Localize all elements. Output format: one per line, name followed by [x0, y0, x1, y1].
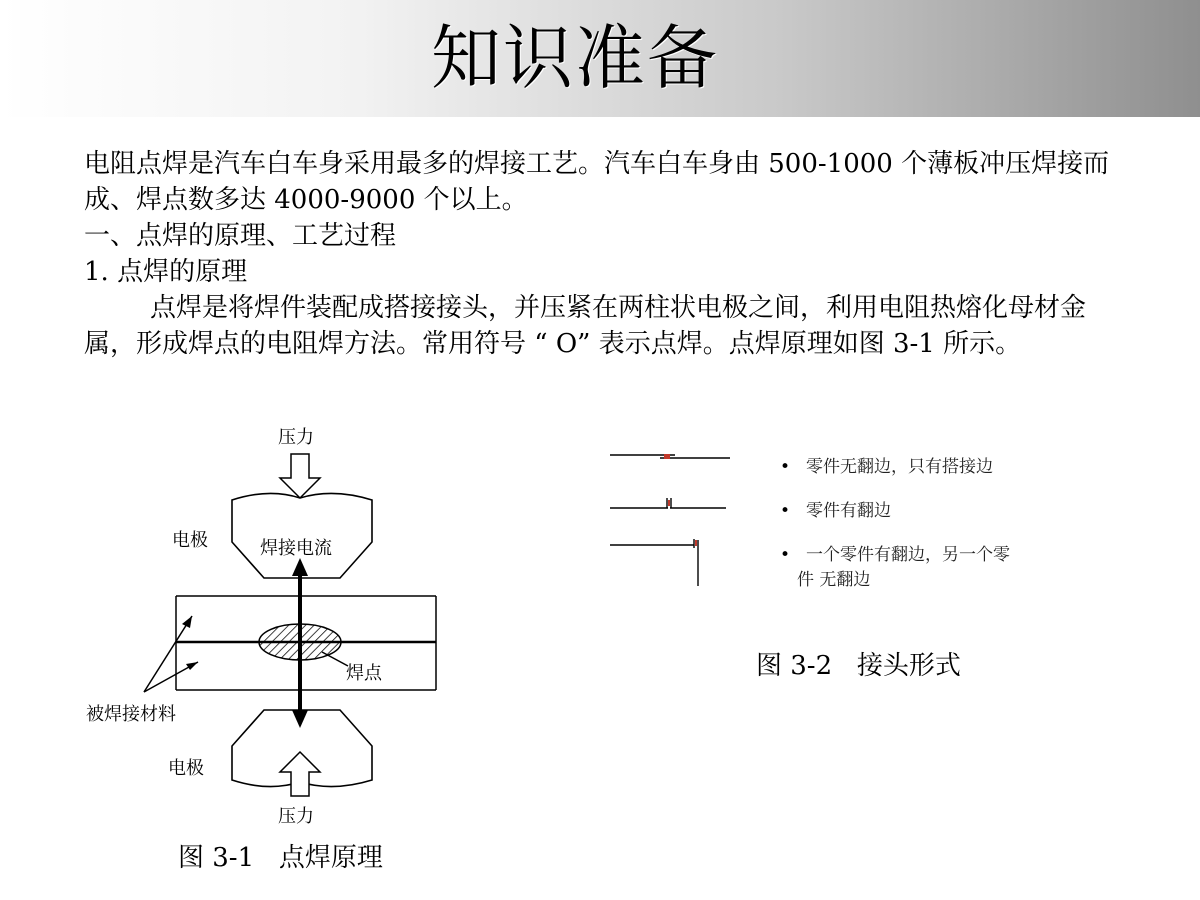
title-bar	[0, 0, 1200, 117]
label-electrode-top: 电极	[172, 530, 208, 551]
joint-form-3: 一个零件有翻边，另一个零	[806, 545, 1010, 565]
joint-form-3-cont: 件 无翻边	[797, 570, 871, 590]
spot-weld-diagram	[86, 420, 456, 830]
label-material: 被焊接材料	[86, 704, 176, 725]
figure1-caption: 图 3-1 点焊原理	[178, 843, 383, 873]
label-current: 焊接电流	[260, 538, 332, 559]
label-pressure-bottom: 压力	[278, 806, 314, 827]
figure2-caption: 图 3-2 接头形式	[756, 651, 961, 681]
joint-form-1: 零件无翻边，只有搭接边	[806, 457, 993, 477]
joint2-weld-mark	[668, 500, 670, 506]
body-text	[84, 146, 1120, 362]
bullet-1: •	[780, 457, 791, 477]
joint1-weld-mark	[664, 454, 670, 459]
slide-title: 知识准备	[431, 17, 719, 99]
principle-paragraph: 点焊是将焊件装配成搭接接头，并压紧在两柱状电极之间，利用电阻热熔化母材金属，形成焊点的电阻焊方法。常用符号 “ O” 表示点焊。点焊原理如图 3-1 所示。	[84, 293, 1087, 359]
top-pressure-arrow	[280, 454, 320, 498]
label-nugget: 焊点	[346, 663, 382, 684]
bullet-2: •	[780, 501, 791, 521]
subsection-heading: 1. 点焊的原理	[84, 257, 248, 287]
joint3-weld-mark	[695, 540, 697, 546]
section-heading: 一、点焊的原理、工艺过程	[84, 221, 397, 251]
bullet-3: •	[780, 545, 791, 565]
joint-form-2: 零件有翻边	[806, 501, 891, 521]
label-pressure-top: 压力	[278, 427, 314, 448]
intro-paragraph: 电阻点焊是汽车白车身采用最多的焊接工艺。汽车白车身由 500-1000 个薄板冲压焊接而成、焊点数多达 4000-9000 个以上。	[84, 149, 1110, 215]
label-electrode-bottom: 电极	[168, 758, 204, 779]
